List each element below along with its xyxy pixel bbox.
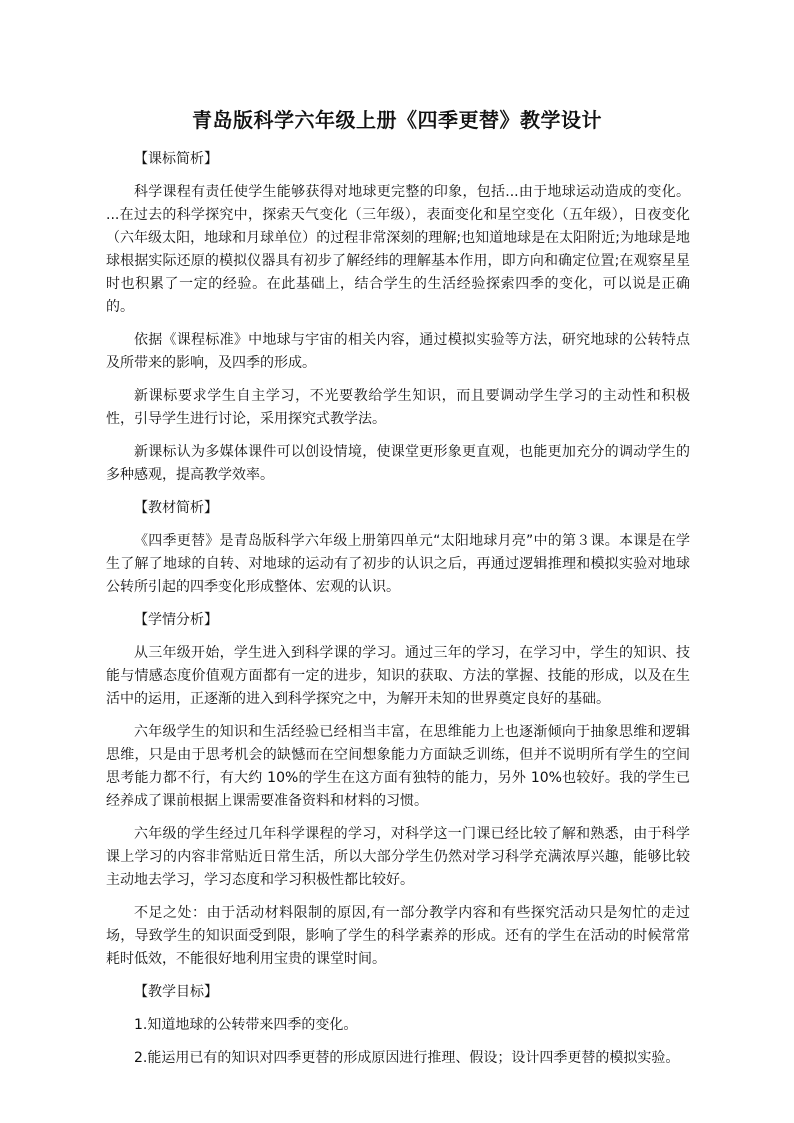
paragraph: 六年级的学生经过几年科学课程的学习，对科学这一门课已经比较了解和熟悉，由于科学课上学习的内容非常贴近日常生活，所以大部分学生仍然对学习科学充满浓厚兴趣，能够比较主动地去学习，学习态度和学习积极性都比较好。 [106,826,690,888]
document-title: 青岛版科学六年级上册《四季更替》教学设计 [192,108,602,132]
paragraph: 新课标认为多媒体课件可以创设情境，使课堂更形象更直观，也能更加充分的调动学生的多种感观，提高教学效率。 [106,444,690,483]
section-heading-curriculum: 【课标简析】 [134,151,218,167]
paragraph: 依据《课程标准》中地球与宇宙的相关内容，通过模拟实验等方法，研究地球的公转特点及所带来的影响，及四季的形成。 [106,332,690,371]
paragraph: 科学课程有责任使学生能够获得对地球更完整的印象，包括...由于地球运动造成的变化。 ...在过去的科学探究中，探索天气变化（三年级），表面变化和星空变化（五年级），日夜变化（六年级太阳，地球和月球单位）的过程非常深刻的理解;也知道地球是在太阳附近;为地球是地球根据实际还原的模拟仪器具有初步了解经纬的理解基本作用，即方向和确定位置;在观察星星时也积累了一定的经验。在此基础上，结合学生的生活经验探索四季的变化，可以说是正确的。 [106,184,690,315]
section-heading-students: 【学情分析】 [134,612,218,628]
section-heading-textbook: 【教材简析】 [134,500,218,516]
document-body [106,148,690,1080]
paragraph: 不足之处：由于活动材料限制的原因,有一部分教学内容和有些探究活动只是匆忙的走过场，导致学生的知识面受到限，影响了学生的科学素养的形成。还有的学生在活动的时候常常耗时低效，不能很好地利用宝贵的课堂时间。 [106,905,690,967]
section-heading-objectives: 【教学目标】 [134,984,218,1000]
paragraph: 新课标要求学生自主学习，不光要教给学生知识，而且要调动学生学习的主动性和积极性，引导学生进行讨论，采用探究式教学法。 [106,388,690,427]
paragraph: 六年级学生的知识和生活经验已经相当丰富，在思维能力上也逐渐倾向于抽象思维和逻辑思维，只是由于思考机会的缺憾而在空间想象能力方面缺乏训练，但并不说明所有学生的空间思考能力都不行，有大约 10%的学生在这方面有独特的能力，另外 10%也较好。我的学生已经养成了课前根据上课需要准备资料和材料的习惯。 [106,724,690,809]
objective-item: 1.知道地球的公转带来四季的变化。 [134,1017,358,1033]
paragraph: 从三年级开始，学生进入到科学课的学习。通过三年的学习，在学习中，学生的知识、技能与情感态度价值观方面都有一定的进步，知识的获取、方法的掌握、技能的形成，以及在生活中的运用，正逐渐的进入到科学探究之中，为解开未知的世界奠定良好的基础。 [106,645,690,707]
paragraph: 《四季更替》是青岛版科学六年级上册第四单元“太阳地球月亮”中的第３课。本课是在学生了解了地球的自转、对地球的运动有了初步的认识之后，再通过逻辑推理和模拟实验对地球公转所引起的四季变化形成整体、宏观的认识。 [106,533,690,595]
objective-item: 2.能运用已有的知识对四季更替的形成原因进行推理、假设；设计四季更替的模拟实验。 [134,1050,680,1066]
